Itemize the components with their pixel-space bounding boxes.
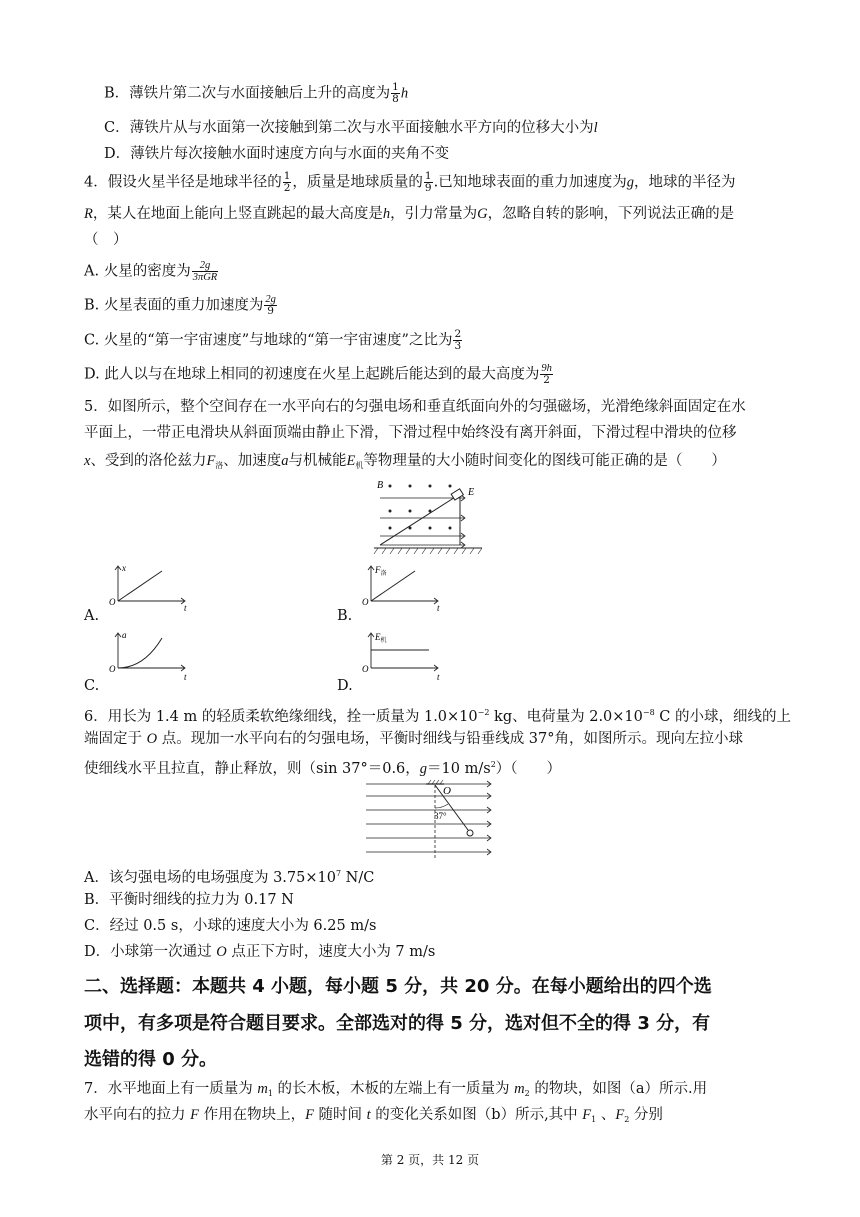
q4-option-d: D. 此人以与在地球上相同的初速度在火星上起跳后能达到的最大高度为 $\frac{9h}{2}$ — [84, 363, 552, 386]
angle-label: 37° — [434, 811, 447, 821]
q6-option-b: B．平衡时细线的拉力为 0.17 N — [84, 892, 294, 908]
fraction: $\frac{1}{8}$ — [392, 81, 399, 105]
svg-text:E机: $E_机$ — [375, 632, 387, 644]
q6-option-d: D．小球第一次通过 O 点正下方时，速度大小为 7 m/s — [84, 944, 436, 960]
q4-stem-line1: 4．假设火星半径是地球半径的 $\frac{1}{2}$ ，质量是地球质量的 $\frac{1}{9}$ .已知地球表面的重力加速度为g，地球的半径为 — [84, 170, 736, 194]
q3-option-c: C．薄铁片从与水面第一次接触到第二次与水平面接触水平方向的位移大小为l — [104, 120, 598, 136]
q6-option-a: A．该匀强电场的电场强度为 $3.75\times 10^7$ N/C — [84, 869, 375, 886]
svg-text:t: t — [184, 603, 187, 613]
q5-graph-c — [104, 630, 194, 682]
q7-stem-line2: 水平向右的拉力 F 作用在物块上，F 随时间 t 的变化关系如图（b）所示,其中 $F_1$ 、$F_2$ 分别 — [84, 1107, 663, 1124]
q6-stem-line2: 端固定于 O 点。现加一水平向右的匀强电场，平衡时细线与铅垂线成 37°角，如图所示。现向左拉小球 — [84, 731, 744, 747]
svg-text:x: x — [122, 563, 126, 573]
svg-text:O: O — [109, 664, 116, 674]
q6-stem-line1: 6．用长为 1.4 m 的轻质柔软绝缘细线，拴一质量为 $1.0\times 10^{-2}$ kg、电荷量为 $2.0\times 10^{-8}$ C 的小球，细线的上 — [84, 708, 791, 725]
electric-field-label: E — [468, 487, 475, 498]
q5-option-b-label: B. — [337, 608, 353, 624]
q6-stem-line3: 使细线水平且拉直，静止释放，则（sin 37°＝0.6，g＝10 $m/s^2$）（ ） — [84, 760, 562, 777]
q5-incline-figure — [368, 478, 488, 556]
q4-option-b: B. 火星表面的重力加速度为 $\frac{2g}{9}$ — [84, 294, 276, 317]
graph-a-line — [118, 571, 162, 601]
svg-text:O: O — [362, 597, 369, 607]
svg-text:a: a — [122, 630, 127, 640]
q5-stem-line2: 平面上，一带正电滑块从斜面顶端由静止下滑，下滑过程中始终没有离开斜面，下滑过程中滑块的位移 — [84, 425, 737, 441]
graph-c-curve — [118, 638, 162, 668]
svg-text:F洛: $F_洛$ — [375, 565, 387, 577]
q6-option-c: C．经过 0.5 s，小球的速度大小为 6.25 m/s — [84, 918, 377, 934]
q4-answer-blank: （ ） — [84, 232, 128, 248]
svg-text:t: t — [437, 603, 440, 613]
q5-graph-d — [357, 630, 447, 682]
q5-option-a-label: A. — [84, 608, 100, 624]
svg-text:t: t — [184, 672, 187, 682]
page-footer: 第 2 页，共 12 页 — [380, 1153, 480, 1167]
pivot-label: O — [443, 785, 451, 797]
svg-text:O: O — [362, 664, 369, 674]
q5-option-d-label: D. — [337, 678, 353, 694]
q5-graph-b — [357, 563, 447, 613]
graph-b-line — [371, 571, 415, 601]
q6-pendulum-figure — [364, 778, 498, 860]
section2-heading-line2: 项中，有多项是符合题目要求。全部选对的得 5 分，选对但不全的得 3 分，有 — [84, 1013, 711, 1034]
svg-text:O: O — [109, 597, 116, 607]
q3-option-b: B．薄铁片第二次与水面接触后上升的高度为 $\frac{1}{8}$ h — [104, 81, 409, 105]
q3-option-d: D．薄铁片每次接触水面时速度方向与水面的夹角不变 — [104, 146, 450, 162]
q5-graph-a — [104, 563, 194, 613]
q4-stem-line2: R，某人在地面上能向上竖直跳起的最大高度是h，引力常量为G，忽略自转的影响，下列说法正确的是 — [84, 206, 735, 222]
section2-heading-line1: 二、选择题：本题共 4 小题，每小题 5 分，共 20 分。在每小题给出的四个选 — [84, 976, 712, 997]
charged-ball — [467, 830, 473, 836]
q7-stem-line1: 7．水平地面上有一质量为 $m_1$ 的长木板，木板的左端上有一质量为 $m_2$ 的物块，如图（a）所示.用 — [84, 1081, 708, 1098]
magnetic-field-label: B — [377, 480, 384, 491]
q4-option-c: C. 火星的“第一宇宙速度”与地球的“第一宇宙速度”之比为 $\frac{2}{3}$ — [84, 328, 462, 352]
section2-heading-line3: 选错的得 0 分。 — [84, 1049, 218, 1070]
q5-stem-line1: 5．如图所示，整个空间存在一水平向右的匀强电场和垂直纸面向外的匀强磁场，光滑绝缘斜面固定在水 — [84, 399, 746, 415]
svg-text:t: t — [437, 672, 440, 682]
q5-stem-line3: x、受到的洛伦兹力$F_洛$、加速度a与机械能$E_机$等物理量的大小随时间变化的图线可能正确的是（ ） — [84, 453, 726, 470]
q4-option-a: A. 火星的密度为 $\frac{2g}{\text{3πGR}}$ — [84, 260, 218, 283]
q5-option-c-label: C. — [84, 678, 100, 694]
